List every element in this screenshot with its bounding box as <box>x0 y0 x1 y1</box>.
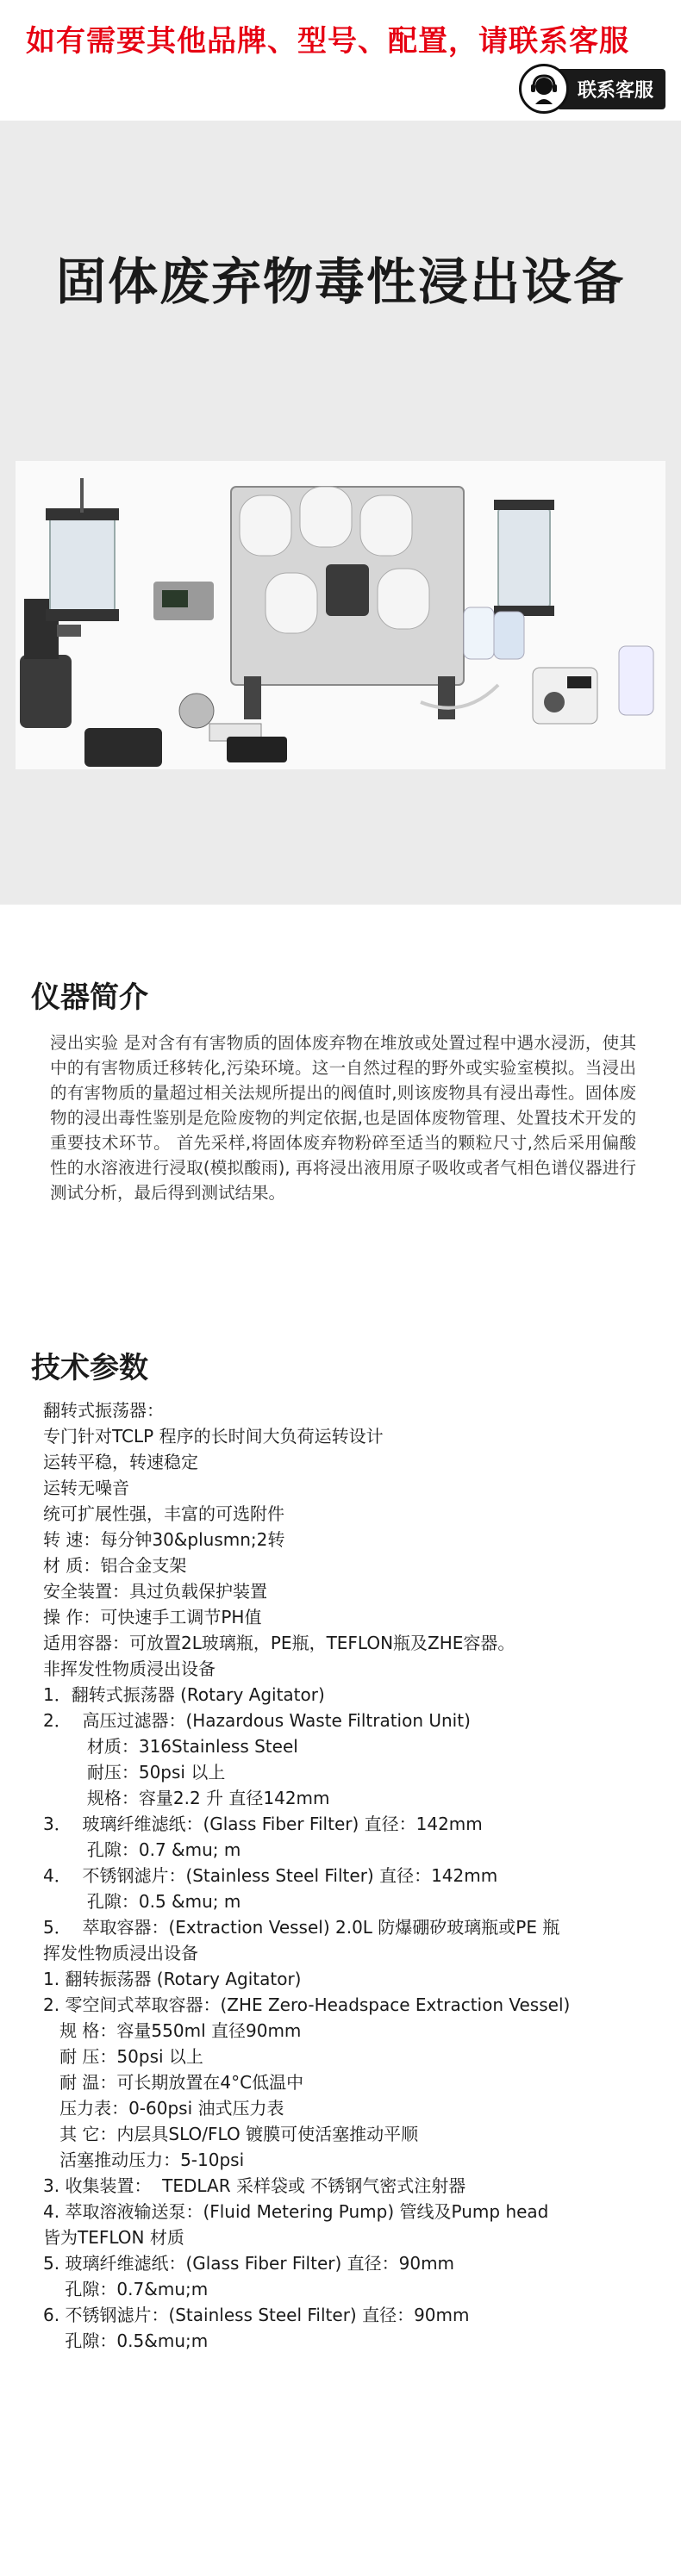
spec-line: 翻转式振荡器： <box>43 1400 164 1421</box>
spec-line: 运转平稳，转速稳定 <box>43 1452 198 1472</box>
spec-line: 3． 玻璃纤维滤纸：(Glass Fiber Filter) 直径：142mm <box>43 1814 483 1834</box>
spec-line: 2. 零空间式萃取容器：(ZHE Zero-Headspace Extraction Vessel) <box>43 1994 571 2015</box>
spec-line: 3. 收集装置： TEDLAR 采样袋或 不锈钢气密式注射器 <box>43 2175 466 2196</box>
spec-line: 规 格：容量550ml 直径90mm <box>43 2020 302 2041</box>
spec-line: 材质：316Stainless Steel <box>43 1736 298 1757</box>
intro-heading: 仪器简介 <box>31 980 148 1015</box>
spec-line: 压力表：0-60psi 油式压力表 <box>43 2098 284 2119</box>
spec-line: 孔隙：0.5 &mu; m <box>43 1891 241 1912</box>
spec-line: 安全装置：具过负载保护装置 <box>43 1581 267 1602</box>
spec-line: 6. 不锈钢滤片：(Stainless Steel Filter) 直径：90mm <box>43 2305 470 2325</box>
top-banner <box>0 0 681 121</box>
spec-line: 孔隙：0.7&mu;m <box>43 2279 209 2299</box>
equipment-illustration <box>16 461 665 769</box>
spec-line: 挥发性物质浸出设备 <box>43 1943 198 1963</box>
spec-line: 规格：容量2.2 升 直径142mm <box>43 1788 330 1808</box>
spec-line: 适用容器：可放置2L玻璃瓶，PE瓶，TEFLON瓶及ZHE容器。 <box>43 1633 515 1653</box>
page-title: 固体废弃物毒性浸出设备 <box>55 252 625 311</box>
spec-line: 孔隙：0.7 &mu; m <box>43 1839 241 1860</box>
spec-line: 其 它：内层具SLO/FLO 镀膜可使活塞推动平顺 <box>43 2124 419 2144</box>
spec-line: 材 质：铝合金支架 <box>43 1555 187 1576</box>
spec-line: 操 作：可快速手工调节PH值 <box>43 1607 262 1627</box>
spec-line: 统可扩展性强，丰富的可选附件 <box>43 1503 284 1524</box>
spec-line: 5． 萃取容器：(Extraction Vessel) 2.0L 防爆硼矽玻璃瓶或PE 瓶 <box>43 1917 560 1938</box>
spec-line: 非挥发性物质浸出设备 <box>43 1658 216 1679</box>
spec-line: 4. 萃取溶液输送泵：(Fluid Metering Pump) 管线及Pump head <box>43 2201 549 2222</box>
spec-line: 耐 压：50psi 以上 <box>43 2046 203 2067</box>
specs-list <box>43 1397 664 2354</box>
spec-line: 1．翻转式振荡器 (Rotary Agitator) <box>43 1684 325 1705</box>
specs-heading: 技术参数 <box>31 1351 148 1385</box>
contact-service-label: 联系客服 <box>557 69 665 109</box>
spec-line: 4． 不锈钢滤片：(Stainless Steel Filter) 直径：142mm <box>43 1865 498 1886</box>
product-photo <box>16 461 665 769</box>
spec-line: 专门针对TCLP 程序的长时间大负荷运转设计 <box>43 1426 384 1447</box>
customer-service-icon <box>519 64 569 114</box>
spec-line: 转 速：每分钟30&plusmn;2转 <box>43 1529 285 1550</box>
spec-line: 5. 玻璃纤维滤纸：(Glass Fiber Filter) 直径：90mm <box>43 2253 455 2274</box>
spec-line: 孔隙：0.5&mu;m <box>43 2330 209 2351</box>
spec-line: 耐 温：可长期放置在4°C低温中 <box>43 2072 304 2093</box>
contact-service-button[interactable] <box>519 64 665 114</box>
spec-line: 2． 高压过滤器：(Hazardous Waste Filtration Unit) <box>43 1710 471 1731</box>
intro-paragraph: 浸出实验 是对含有有害物质的固体废弃物在堆放或处置过程中遇水浸沥，使其中的有害物质迁移转化,污染环境。这一自然过程的野外或实验室模拟。当浸出的有害物质的量超过相关法规所提出的阀值时,则该废物具有浸出毒性。固体废物的浸出毒性鉴别是危险废物的判定依据,也是固体废物管理、处置技术开发的重要技术环节。 首先采样,将固体废弃物粉碎至适当的颗粒尺寸,然后采用偏酸性的水溶液进行浸取(模拟酸雨), 再将浸出液用原子吸收或者气相色谱仪器进行测试分析，最后得到测试结果。 <box>50 1033 636 1203</box>
spec-line: 皆为TEFLON 材质 <box>43 2227 184 2248</box>
spec-line: 1. 翻转振荡器 (Rotary Agitator) <box>43 1969 302 1989</box>
spec-line: 活塞推动压力：5-10psi <box>43 2150 245 2170</box>
spec-line: 运转无噪音 <box>43 1478 129 1498</box>
spec-line: 耐压：50psi 以上 <box>43 1762 226 1783</box>
contact-notice: 如有需要其他品牌、型号、配置，请联系客服 <box>26 24 629 59</box>
hero-section <box>0 121 681 905</box>
